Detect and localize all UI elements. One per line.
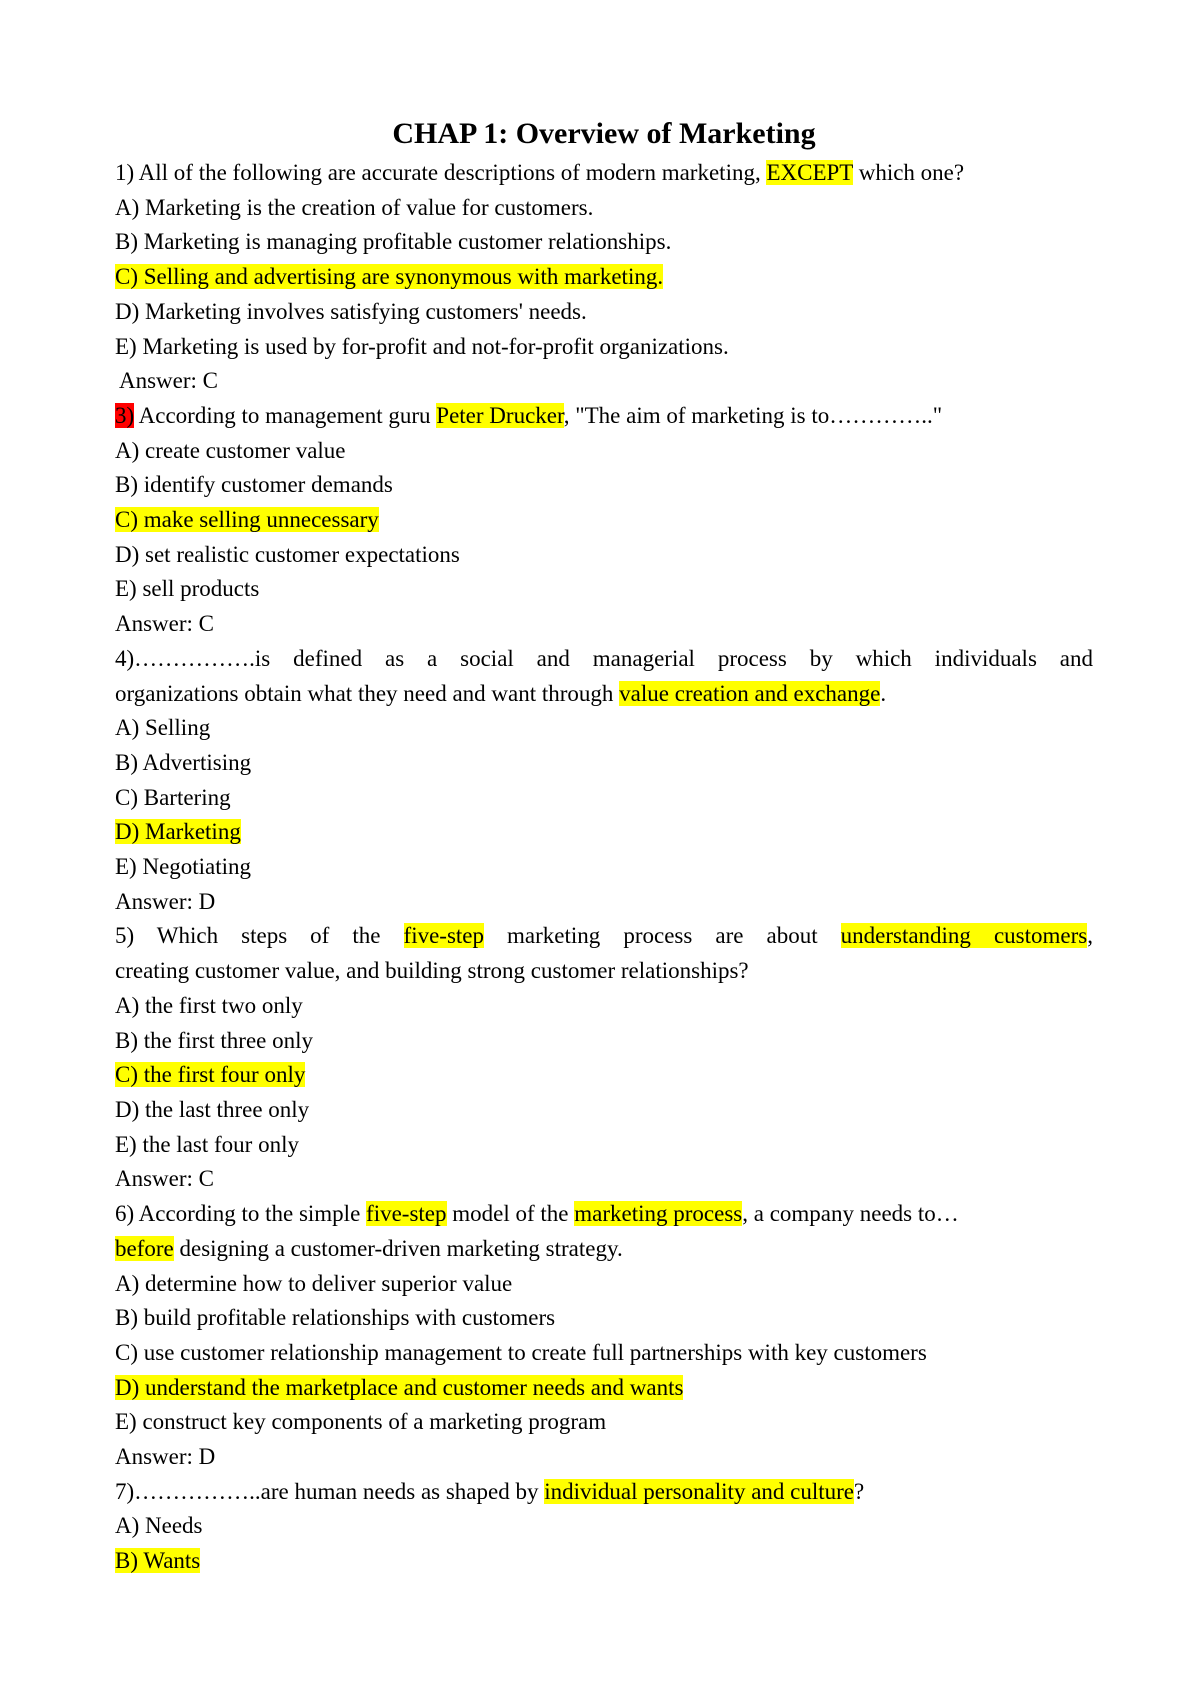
q4-option-d: D) Marketing [115,819,241,845]
question-3 [115,399,1093,434]
q3-number: 3) [115,402,135,428]
q5-text-b: marketing process are about [507,923,841,949]
q4-text-end: . [880,680,887,706]
q4-option-e: E) Negotiating [115,854,252,880]
q6-highlight-1: five-step [366,1201,447,1227]
q6-option-b: B) build profitable relationships with customers [115,1305,556,1331]
q6-text-b: model of the [446,1201,575,1227]
q1-option-c: C) Selling and advertising are synonymous with marketing. [115,264,664,290]
q1-answer: Answer: C [119,368,219,394]
q6-option-c: C) use customer relationship management to create full partnerships with key customers [115,1339,927,1365]
q1-option-e: E) Marketing is used by for-profit and not-for-profit organizations. [115,333,729,359]
q1-text: 1) All of the following are accurate descriptions of modern marketing, [115,160,767,185]
q5-highlight-2: understanding customers [840,923,1088,949]
q6-highlight-2: marketing process [574,1201,743,1227]
q4-text: organizations obtain what they need and want through [115,680,620,706]
q7-option-b: B) Wants [115,1548,201,1574]
question-1 [115,156,1093,191]
q3-highlight: Peter Drucker [436,402,564,428]
q4-option-b: B) Advertising [115,749,252,775]
question-4-line1: 4)…………….is defined as a social and managerial process by which individuals and [115,645,1093,671]
q5-text-c: , [1087,923,1093,949]
q1-option-a: A) Marketing is the creation of value for customers. [115,194,594,220]
q1-text-end: which one? [852,160,965,185]
q3-option-d: D) set realistic customer expectations [115,541,460,567]
q6-option-a: A) determine how to deliver superior value [115,1270,513,1296]
question-5-line2: creating customer value, and building strong customer relationships? [115,958,749,984]
q7-text-end: ? [854,1478,865,1504]
q5-answer: Answer: C [115,1166,215,1192]
q6-text-c: , a company needs to… [742,1201,959,1227]
question-6-line2 [115,1232,1093,1267]
q3-option-e: E) sell products [115,576,260,602]
q5-text-a: 5) Which steps of the [115,923,404,949]
q6-text-d: designing a customer-driven marketing strategy. [173,1235,623,1261]
q5-option-e: E) the last four only [115,1131,299,1157]
q3-text: According to management guru [134,402,437,428]
q5-option-b: B) the first three only [115,1027,314,1053]
q7-text: 7)……………..are human needs as shaped by [115,1478,545,1504]
q3-answer: Answer: C [115,611,215,637]
q6-text-a: 6) According to the simple [115,1201,367,1227]
q6-option-e: E) construct key components of a marketing program [115,1409,607,1435]
q1-option-b: B) Marketing is managing profitable customer relationships. [115,229,672,255]
q3-text-end: , "The aim of marketing is to………….." [563,402,943,428]
q6-answer: Answer: D [115,1444,216,1470]
q5-option-a: A) the first two only [115,992,303,1018]
q7-highlight: individual personality and culture [544,1478,855,1504]
q5-option-c: C) the first four only [115,1062,306,1088]
q7-option-a: A) Needs [115,1513,203,1539]
question-6-line1 [115,1197,1093,1232]
q6-option-d: D) understand the marketplace and customer needs and wants [115,1374,684,1400]
q4-highlight: value creation and exchange [619,680,881,706]
q5-highlight-1: five-step [403,923,484,949]
q1-option-d: D) Marketing involves satisfying customers' needs. [115,298,587,324]
question-4-line2 [115,677,1093,712]
q1-highlight: EXCEPT [766,160,853,185]
q4-answer: Answer: D [115,888,216,914]
q3-option-b: B) identify customer demands [115,472,393,498]
q3-option-a: A) create customer value [115,437,346,463]
q4-option-c: C) Bartering [115,784,231,810]
q5-option-d: D) the last three only [115,1096,310,1122]
q4-option-a: A) Selling [115,715,211,741]
q6-highlight-3: before [115,1235,174,1261]
question-7 [115,1475,1093,1510]
question-5-line1 [115,919,1093,954]
page-title: CHAP 1: Overview of Marketing [392,117,816,150]
q3-option-c: C) make selling unnecessary [115,507,379,533]
